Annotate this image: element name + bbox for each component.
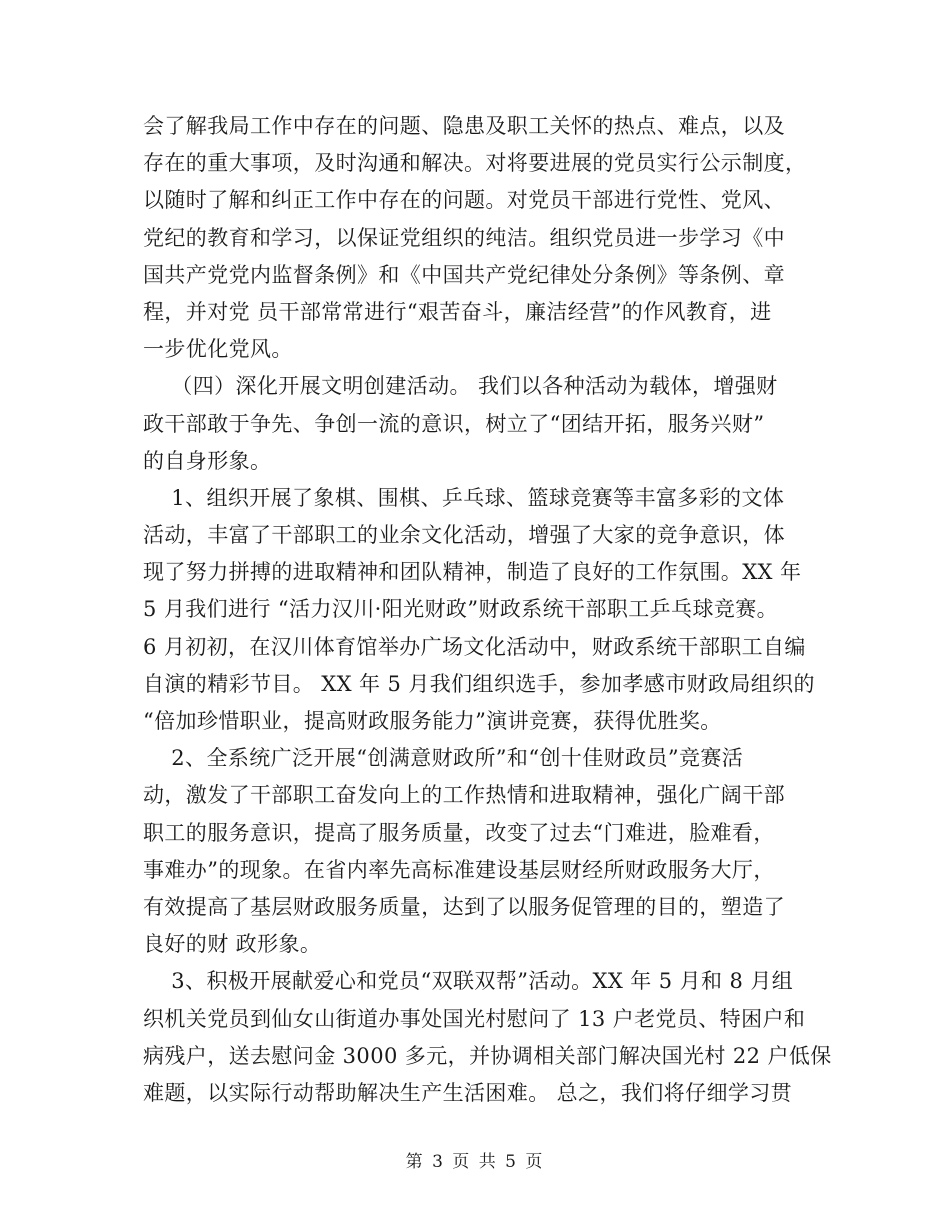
- text-line: 一步优化党风。: [143, 337, 293, 362]
- text-line: 活动，丰富了干部职工的业余文化活动，增强了大家的竞争意识，体: [143, 523, 785, 548]
- list-item-line: 3、积极开展献爱心和党员“双联双帮”活动。XX 年 5 月和 8 月组: [143, 969, 794, 994]
- text-line: 现了努力拼搏的进取精神和团队精神，制造了良好的工作氛围。XX 年: [143, 560, 802, 585]
- text-line: 自演的精彩节目。 XX 年 5 月我们组织选手，参加孝感市财政局组织的: [143, 671, 815, 696]
- text-line: 职工的服务意识，提高了服务质量，改变了过去“门难进，脸难看，: [143, 820, 775, 845]
- text-line: 以随时了解和纠正工作中存在的问题。对党员干部进行党性、党风、: [143, 188, 785, 213]
- text-line: 有效提高了基层财政服务质量，达到了以服务促管理的目的，塑造了: [143, 894, 785, 919]
- text-line: 良好的财 政形象。: [143, 932, 322, 957]
- text-line: 织机关党员到仙女山街道办事处国光村慰问了 13 户老党员、特困户和: [143, 1006, 806, 1031]
- text-line: 病残户，送去慰问金 3000 多元，并协调相关部门解决国光村 22 户低保: [143, 1043, 832, 1068]
- body-text: [143, 108, 832, 1112]
- text-line: 6 月初初，在汉川体育馆举办广场文化活动中，财政系统干部职工自编: [143, 634, 806, 659]
- text-line: 事难办”的现象。在省内率先高标准建设基层财经所财政服务大厅，: [143, 857, 775, 882]
- list-item-line: 2、全系统广泛开展“创满意财政所”和“创十佳财政员”竞赛活: [143, 746, 744, 771]
- text-line: 的自身形象。: [143, 448, 272, 473]
- text-line: 动，激发了干部职工奋发向上的工作热情和进取精神，强化广阔干部: [143, 783, 785, 808]
- text-line: 党纪的教育和学习，以保证党组织的纯洁。组织党员进一步学习《中: [143, 225, 785, 250]
- text-line: “倍加珍惜职业，提高财政服务能力”演讲竞赛，获得优胜奖。: [143, 709, 722, 733]
- list-item-line: 1、组织开展了象棋、围棋、乒乓球、篮球竞赛等丰富多彩的文体: [143, 485, 785, 510]
- text-line: 政干部敢于争先、争创一流的意识，树立了“团结开拓，服务兴财”: [143, 411, 765, 436]
- section-heading-line: （四）深化开展文明创建活动。 我们以各种活动为载体，增强财: [143, 374, 778, 399]
- text-line: 难题，以实际行动帮助解决生产生活困难。 总之，我们将仔细学习贯: [143, 1080, 793, 1105]
- text-line: 国共产党党内监督条例》和《中国共产党纪律处分条例》等条例、章: [143, 262, 785, 287]
- text-line: 会了解我局工作中存在的问题、隐患及职工关怀的热点、难点，以及: [143, 114, 785, 138]
- page-number-footer: 第 3 页 共 5 页: [405, 1152, 545, 1172]
- text-line: 程，并对党 员干部常常进行“艰苦奋斗，廉洁经营”的作风教育，进: [143, 299, 772, 324]
- text-line: 存在的重大事项，及时沟通和解决。对将要进展的党员实行公示制度，: [143, 151, 807, 176]
- text-line: 5 月我们进行 “活力汉川·阳光财政”财政系统干部职工乒乓球竞赛。: [143, 597, 779, 622]
